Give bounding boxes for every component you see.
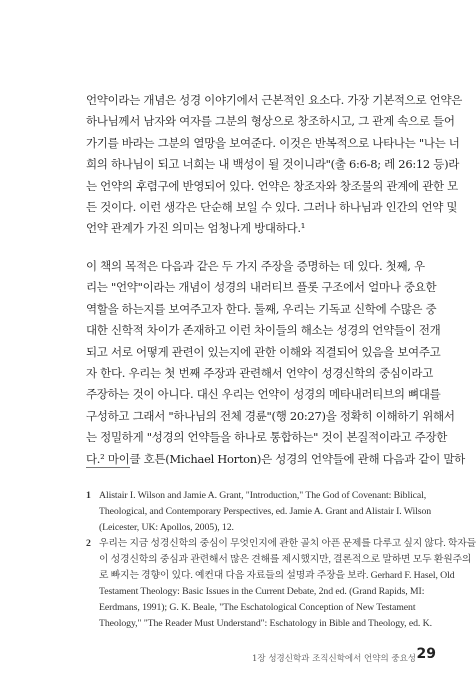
text-line: 는 정밀하게 "성경의 언약들을 하나로 통합하는" 것이 본질적이라고 주장한: [86, 430, 448, 445]
footnote-line: Theological, and Contemporary Perspectives, ed. Jamie A. Grant and Alistair I. Wilson: [99, 506, 432, 517]
text-line: 희의 하나님이 되고 너희는 내 백성이 될 것이니라"(출 6:6-8; 레 26:12 등)라: [86, 157, 460, 172]
text-line: 하나님께서 남자와 여자를 그분의 형상으로 창조하시고, 그 관계 속으로 들어: [86, 114, 455, 129]
text-line: 언약 관계가 가진 의미는 엄청나게 방대하다.¹: [86, 221, 306, 236]
text-line: 이 책의 목적은 다음과 같은 두 가지 주장을 증명하는 데 있다. 첫째, 우: [86, 259, 425, 273]
body-paragraph-1: [86, 90, 463, 240]
page-number: 29: [416, 646, 436, 662]
body-paragraph-2: [86, 256, 465, 470]
text-line: 가기를 바라는 그분의 열망을 보여준다. 이것은 반복적으로 나타나는 "나는 너: [86, 135, 460, 150]
text-line: 대한 신학적 차이가 존재하고 이런 차이들의 해소는 성경의 언약들이 전개: [86, 323, 441, 338]
footnote-line: 로 빠지는 경향이 있다. 예컨대 다음 자료들의 설명과 주장을 보라. Gerhard F. Hasel, Old: [99, 570, 455, 581]
text-line: 주장하는 것이 아니다. 대신 우리는 언약이 성경의 메타내러티브의 뼈대를: [86, 387, 441, 402]
footnote-line: 우리는 지금 성경신학의 중심이 무엇인지에 관한 골치 아픈 문제를 다루고 싶지 않다. 학자들: [99, 538, 476, 549]
footnote-line: (Leicester, UK: Apollos, 2005), 12.: [99, 522, 234, 533]
footnote-2: [86, 536, 476, 632]
footnote-line: Theology," "The Reader Must Understand": Eschatology in Bible and Theology, ed. K.: [99, 618, 432, 629]
footnote-line: 이 성경신학의 중심과 관련해서 많은 견해를 제시했지만, 결론적으로 말하면 모두 환원주의: [99, 554, 472, 565]
footnote-line: Testament Theology: Basic Issues in the Current Debate, 2nd ed. (Grand Rapids, MI:: [99, 586, 425, 597]
text-line: 구성하고 그래서 "하나님의 전체 경륜"(행 20:27)을 정확히 이해하기 위해서: [86, 408, 455, 423]
text-line: 역할을 하는지를 보여주고자 한다. 둘째, 우리는 기독교 신학에 수많은 중: [86, 301, 437, 316]
text-line: 자 한다. 우리는 첫 번째 주장과 관련해서 언약이 성경신학의 중심이라고: [86, 366, 434, 381]
running-footer: 1장 성경신학과 조직신학에서 언약의 중요성: [252, 654, 417, 664]
footnote-number: 1: [86, 490, 91, 501]
text-line: 리는 "언약"이라는 개념이 성경의 내러티브 플롯 구조에서 얼마나 중요한: [86, 280, 437, 295]
footnote-number: 2: [86, 538, 91, 549]
footnote-divider: [86, 467, 130, 468]
footnote-1: [86, 488, 436, 536]
footnote-line: Alistair I. Wilson and Jamie A. Grant, "Introduction," The God of Covenant: Biblical,: [99, 490, 427, 501]
text-line: 되고 서로 어떻게 관련이 있는지에 관한 이해와 직결되어 있음을 보여주고: [86, 344, 441, 359]
text-line: 는 언약의 후렴구에 반영되어 있다. 언약은 창조자와 창조물의 관계에 관한 모: [86, 178, 458, 193]
footnote-line: Eerdmans, 1991); G. K. Beale, "The Eschatological Conception of New Testament: [99, 602, 416, 613]
text-line: 언약이라는 개념은 성경 이야기에서 근본적인 요소다. 가장 기본적으로 언약은: [86, 93, 463, 107]
text-line: 다.² 마이클 호튼(Michael Horton)은 성경의 언약들에 관해 다음과 같이 말하: [86, 451, 465, 466]
text-line: 든 것이다. 이런 생각은 단순해 보일 수 있다. 그러나 하나님과 인간의 언약 및: [86, 200, 458, 215]
